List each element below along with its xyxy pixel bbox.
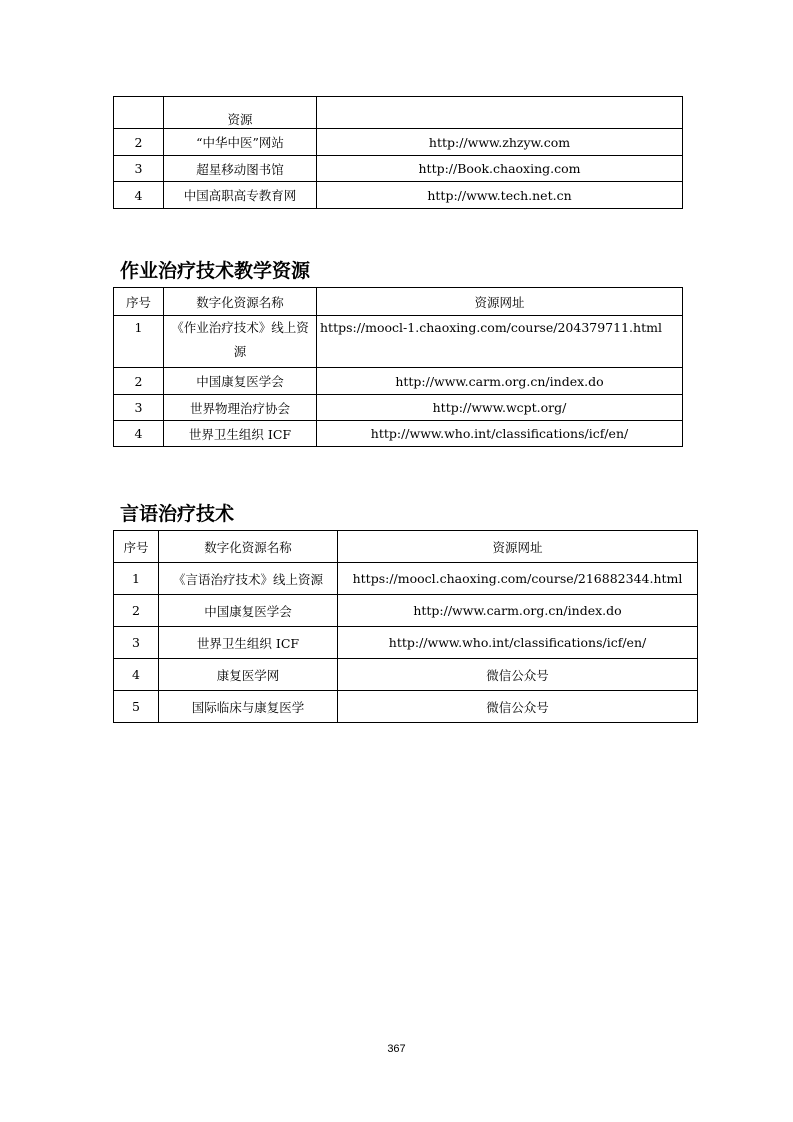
table-row bbox=[114, 395, 683, 421]
resource-url: 微信公众号 bbox=[338, 691, 698, 723]
row-number: 2 bbox=[114, 595, 159, 627]
table-row bbox=[114, 129, 683, 156]
resource-url: http://www.carm.org.cn/index.do bbox=[338, 595, 698, 627]
resource-name: 世界卫生组织 ICF bbox=[164, 421, 317, 447]
page-number: 367 bbox=[387, 1043, 406, 1055]
resource-url bbox=[317, 97, 683, 129]
row-number: 3 bbox=[114, 156, 164, 182]
resource-url: http://www.carm.org.cn/index.do bbox=[317, 368, 683, 395]
table-row bbox=[114, 691, 698, 723]
resource-name: 世界卫生组织 ICF bbox=[159, 627, 338, 659]
resource-url: https://moocl.chaoxing.com/course/216882344.html bbox=[338, 563, 698, 595]
resource-name: 国际临床与康复医学 bbox=[159, 691, 338, 723]
table-row bbox=[114, 182, 683, 209]
resource-url: 微信公众号 bbox=[338, 659, 698, 691]
row-number: 2 bbox=[114, 368, 164, 395]
header-number: 序号 bbox=[114, 288, 164, 316]
table-row bbox=[114, 368, 683, 395]
row-number: 5 bbox=[114, 691, 159, 723]
resource-name: 康复医学网 bbox=[159, 659, 338, 691]
table-row bbox=[114, 659, 698, 691]
resource-name: 中国康复医学会 bbox=[159, 595, 338, 627]
occupational-therapy-resource-table bbox=[113, 287, 683, 447]
speech-therapy-resource-table bbox=[113, 530, 698, 723]
table-row bbox=[114, 316, 683, 368]
header-number: 序号 bbox=[114, 531, 159, 563]
resource-name: 世界物理治疗协会 bbox=[164, 395, 317, 421]
resource-url: http://www.who.int/classifications/icf/en/ bbox=[317, 421, 683, 447]
resource-url: https://moocl-1.chaoxing.com/course/204379711.html bbox=[317, 316, 683, 368]
row-number: 4 bbox=[114, 659, 159, 691]
resource-name: 中国康复医学会 bbox=[164, 368, 317, 395]
row-number: 2 bbox=[114, 129, 164, 156]
header-url: 资源网址 bbox=[317, 288, 683, 316]
resource-url: http://www.wcpt.org/ bbox=[317, 395, 683, 421]
resource-name: 超星移动图书馆 bbox=[164, 156, 317, 182]
resource-url: http://www.tech.net.cn bbox=[317, 182, 683, 209]
row-number: 4 bbox=[114, 182, 164, 209]
row-number: 1 bbox=[114, 316, 164, 368]
section-title-speech-therapy: 言语治疗技术 bbox=[120, 503, 235, 525]
header-name: 数字化资源名称 bbox=[159, 531, 338, 563]
row-number bbox=[114, 97, 164, 129]
resource-name: 《言语治疗技术》线上资源 bbox=[159, 563, 338, 595]
resource-url: http://Book.chaoxing.com bbox=[317, 156, 683, 182]
resource-name: 《作业治疗技术》线上资源 bbox=[164, 316, 317, 368]
header-url: 资源网址 bbox=[338, 531, 698, 563]
resource-table-continued bbox=[113, 96, 683, 209]
table-row bbox=[114, 97, 683, 129]
resource-url: http://www.who.int/classifications/icf/en/ bbox=[338, 627, 698, 659]
table-header-row bbox=[114, 531, 698, 563]
row-number: 1 bbox=[114, 563, 159, 595]
table-header-row bbox=[114, 288, 683, 316]
table-row bbox=[114, 421, 683, 447]
table-row bbox=[114, 563, 698, 595]
resource-name: 中国高职高专教育网 bbox=[164, 182, 317, 209]
table-row bbox=[114, 595, 698, 627]
resource-name: 资源 bbox=[164, 97, 317, 129]
header-name: 数字化资源名称 bbox=[164, 288, 317, 316]
table-row bbox=[114, 156, 683, 182]
resource-name: “中华中医”网站 bbox=[164, 129, 317, 156]
resource-url: http://www.zhzyw.com bbox=[317, 129, 683, 156]
row-number: 3 bbox=[114, 395, 164, 421]
table-row bbox=[114, 627, 698, 659]
section-title-occupational-therapy: 作业治疗技术教学资源 bbox=[120, 260, 311, 282]
row-number: 3 bbox=[114, 627, 159, 659]
row-number: 4 bbox=[114, 421, 164, 447]
